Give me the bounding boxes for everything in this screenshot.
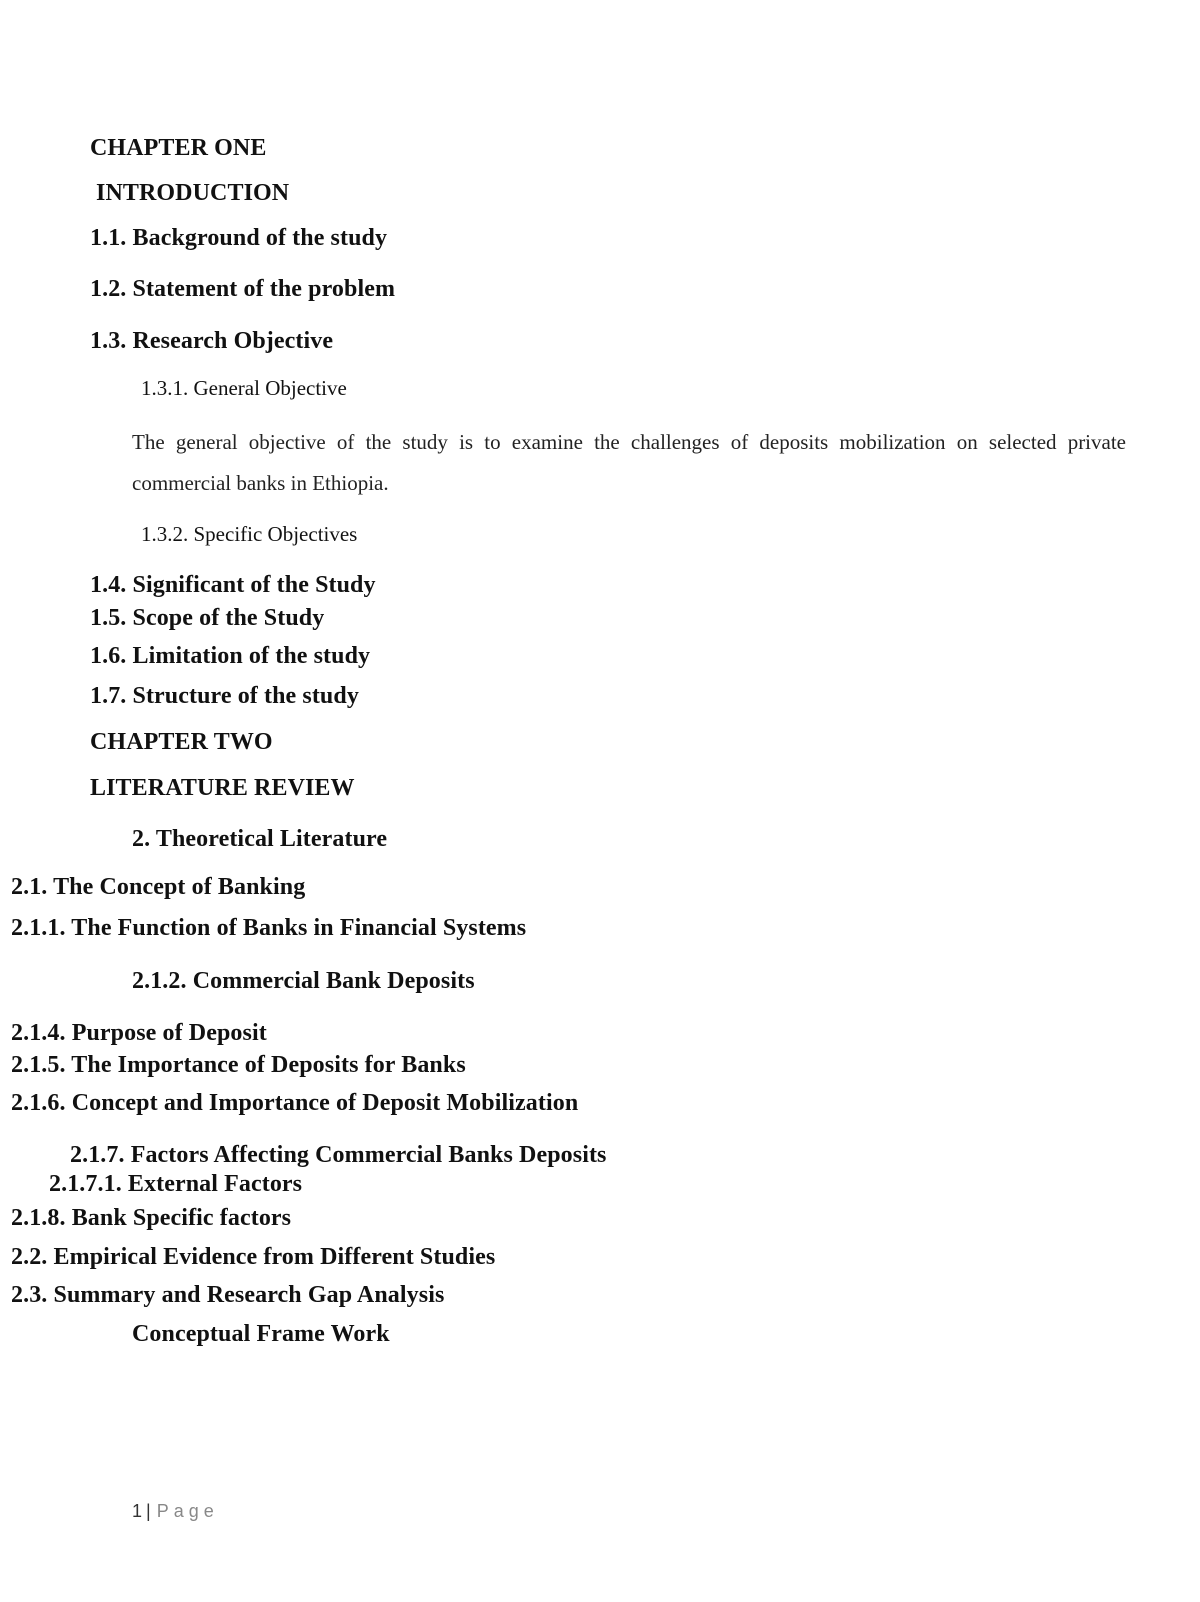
section-heading: 1.3. Research Objective <box>90 328 334 354</box>
section-heading: 1.7. Structure of the study <box>90 683 359 709</box>
section-heading: 1.5. Scope of the Study <box>90 605 325 631</box>
section-heading: 2.1. The Concept of Banking <box>11 874 306 900</box>
general-objective-paragraph: The general objective of the study is to examine the challenges of deposits mobilization on selected private commercial banks in Ethiopia. <box>132 430 1126 495</box>
section-heading: 1.4. Significant of the Study <box>90 572 376 598</box>
footer-separator: | <box>146 1501 151 1521</box>
subsection-heading: 1.3.1. General Objective <box>141 376 347 400</box>
section-heading: 2.1.1. The Function of Banks in Financial Systems <box>11 915 527 941</box>
chapter-one-title: INTRODUCTION <box>96 180 290 206</box>
chapter-two-label: CHAPTER TWO <box>90 729 273 755</box>
section-heading: 2.1.7. Factors Affecting Commercial Banks Deposits <box>70 1142 607 1168</box>
section-heading: 1.2. Statement of the problem <box>90 276 396 302</box>
page-label: Page <box>156 1501 219 1521</box>
section-heading: 2.1.6. Concept and Importance of Deposit Mobilization <box>11 1090 579 1116</box>
section-heading: 2.1.2. Commercial Bank Deposits <box>132 968 475 994</box>
chapter-two-title: LITERATURE REVIEW <box>90 775 355 801</box>
section-heading: 1.1. Background of the study <box>90 225 388 251</box>
section-heading: 2.1.8. Bank Specific factors <box>11 1205 292 1231</box>
section-heading: 2.1.4. Purpose of Deposit <box>11 1020 267 1046</box>
section-heading: 2.3. Summary and Research Gap Analysis <box>11 1282 445 1308</box>
subsection-heading: 1.3.2. Specific Objectives <box>141 522 358 546</box>
page-footer <box>132 1501 219 1522</box>
section-heading: 2. Theoretical Literature <box>132 826 388 852</box>
section-heading: 2.1.5. The Importance of Deposits for Banks <box>11 1052 466 1078</box>
section-heading: 1.6. Limitation of the study <box>90 643 371 669</box>
section-heading: 2.2. Empirical Evidence from Different Studies <box>11 1244 496 1270</box>
section-heading: 2.1.7.1. External Factors <box>49 1171 303 1197</box>
section-heading: Conceptual Frame Work <box>132 1321 390 1347</box>
page-number: 1 <box>132 1501 143 1521</box>
chapter-one-label: CHAPTER ONE <box>90 135 267 161</box>
